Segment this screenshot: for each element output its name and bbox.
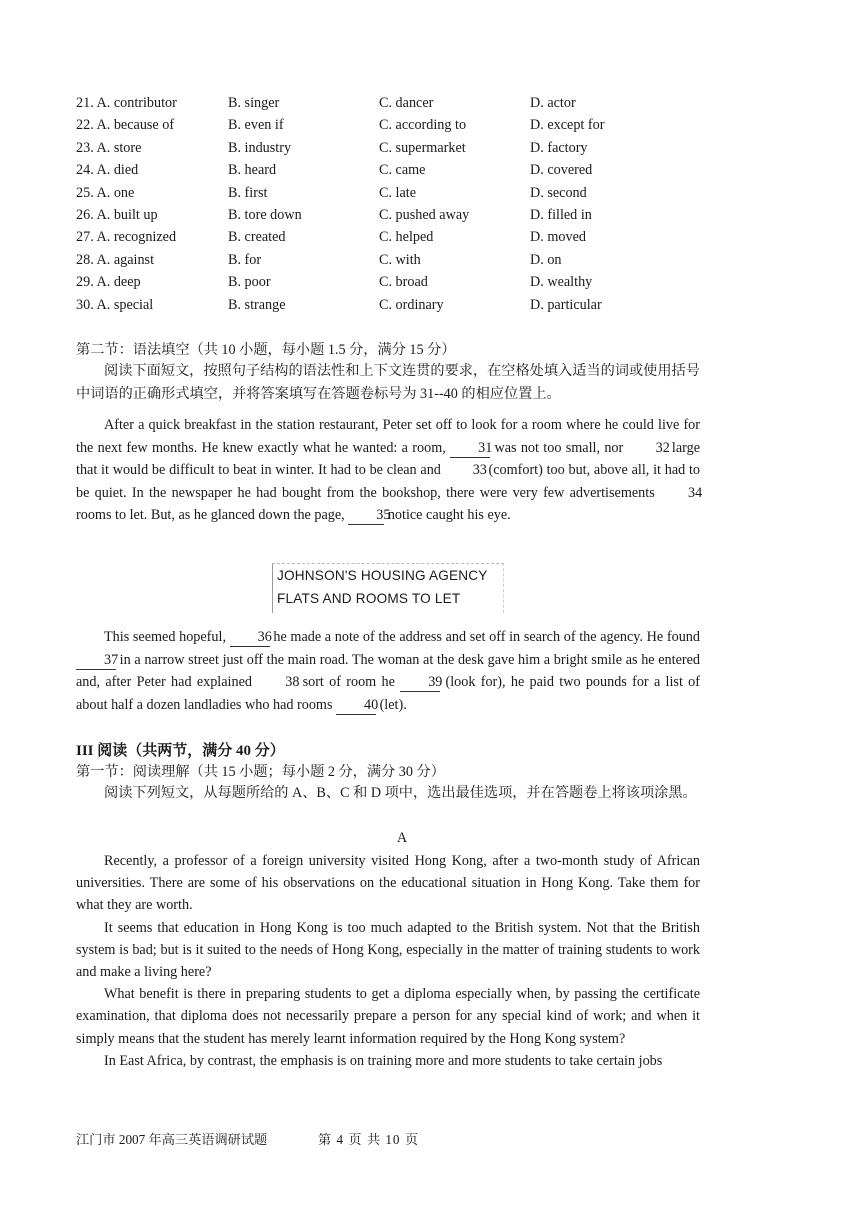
option-row — [76, 271, 716, 293]
option-c: C. late — [379, 184, 417, 201]
option-c: C. with — [379, 251, 421, 268]
option-row — [76, 182, 716, 204]
section2-heading: 第二节：语法填空（共 10 小题，每小题 1.5 分，满分 15 分） — [76, 342, 456, 358]
reading-paragraph: It seems that education in Hong Kong is too much adapted to the British system. Not that the British system is bad; but is it suited to the needs of Hong Kong, especially in the matter of training students to work and make a living here? — [76, 919, 700, 981]
blank-33: 33 — [472, 462, 487, 478]
option-d: D. covered — [530, 162, 593, 179]
option-a: 30. A. special — [76, 296, 154, 313]
option-c: C. pushed away — [379, 206, 470, 223]
blank-37: 37 — [76, 652, 116, 670]
passage-text: he made a note of the address and set off in search of the agency. He found — [273, 629, 700, 645]
option-b: B. strange — [228, 296, 286, 313]
option-d: D. on — [530, 251, 562, 268]
sign-line-2: FLATS AND ROOMS TO LET — [277, 591, 461, 606]
option-b: B. created — [228, 229, 286, 246]
reading-paragraph: What benefit is there in preparing students to get a diploma especially when, by passing the certificate examination, that diploma does not necessarily prepare a person for any special kind of work; and when it simply means that the student has merely learnt information required by the Hong Kong system? — [76, 986, 700, 1047]
footer-page-number: 第 4 页 共 10 页 — [318, 1132, 420, 1147]
option-b: B. for — [228, 251, 262, 268]
agency-sign — [272, 563, 504, 613]
passage-text: This seemed hopeful, — [104, 629, 226, 645]
option-b: B. tore down — [228, 206, 302, 223]
passage-text: (let). — [379, 696, 407, 713]
option-b: B. poor — [228, 274, 271, 291]
option-row — [76, 114, 716, 136]
option-c: C. dancer — [379, 95, 434, 111]
option-d: D. wealthy — [530, 274, 593, 291]
passage-text: was not too small, nor — [494, 439, 624, 456]
option-a: 24. A. died — [76, 162, 139, 179]
option-b: B. heard — [228, 162, 277, 179]
option-d: D. particular — [530, 296, 602, 313]
option-row — [76, 249, 716, 271]
section2-instruction: 阅读下面短文，按照句子结构的语法性和上下文连贯的要求，在空格处填入适当的词或使用括号中词语的正确形式填空，并将答案填写在答题卷标号为 31--40 的相应位置上。 — [76, 363, 700, 402]
option-c: C. supermarket — [379, 139, 466, 156]
option-c: C. according to — [379, 117, 467, 134]
option-b: B. industry — [228, 139, 292, 156]
option-d: D. except for — [530, 117, 605, 134]
passage-text: sort of room he — [302, 674, 395, 690]
blank-31: 31 — [450, 440, 490, 458]
blank-39: 39 — [400, 674, 440, 692]
passage-text: notice caught his eye. — [387, 507, 511, 523]
passage-text: After a quick breakfast in the station restaurant, Peter set off to look for a room where he could live for the next few months. He knew exactly what he wanted: a room, — [76, 417, 700, 456]
footer-exam-title: 江门市 2007 年高三英语调研试题 — [76, 1132, 268, 1147]
option-b: B. first — [228, 184, 268, 201]
cloze-passage-2 — [76, 626, 700, 716]
option-row — [76, 226, 716, 248]
option-c: C. ordinary — [379, 296, 444, 313]
option-a: 26. A. built up — [76, 206, 158, 223]
option-d: D. moved — [530, 229, 586, 246]
option-row — [76, 159, 716, 181]
option-row — [76, 137, 716, 159]
passage-text: in a narrow street just off the main road. The woman at the desk gave him a bright smile as he entered and, after Peter had explained — [76, 651, 700, 690]
passage-text: (look for), he paid two pounds for a list of about half a dozen landladies who had rooms — [76, 674, 700, 713]
option-d: D. second — [530, 184, 587, 201]
blank-36: 36 — [230, 629, 270, 647]
option-a: 27. A. recognized — [76, 229, 177, 246]
reading-passage-a — [76, 850, 700, 1072]
reading-paragraph: Recently, a professor of a foreign university visited Hong Kong, after a two-month study of African universities. There are some of his observations on the educational situation in Hong Kong. Take them for what they are worth. — [76, 853, 700, 914]
passage-text: large that it would be difficult to beat in winter. It had to be clean and — [76, 439, 701, 478]
option-a: 29. A. deep — [76, 274, 141, 291]
option-d: D. actor — [530, 95, 576, 111]
option-b: B. singer — [228, 95, 280, 111]
option-a: 23. A. store — [76, 139, 142, 156]
options-table — [76, 92, 716, 316]
section3-subheading: 第一节：阅读理解（共 15 小题；每小题 2 分，满分 30 分） — [76, 764, 445, 780]
option-c: C. broad — [379, 274, 428, 291]
option-c: C. came — [379, 162, 426, 179]
option-a: 22. A. because of — [76, 117, 175, 134]
blank-35: 35 — [348, 507, 384, 525]
blank-40: 40 — [336, 697, 376, 715]
option-row — [76, 294, 716, 316]
option-a: 25. A. one — [76, 184, 135, 201]
section3-heading: III 阅读（共两节，满分 40 分） — [76, 743, 285, 759]
section3-instruction: 阅读下列短文，从每题所给的 A、B、C 和 D 项中，选出最佳选项，并在答题卷上将该项涂黑。 — [104, 785, 697, 801]
cloze-passage-1 — [76, 414, 703, 527]
blank-32: 32 — [655, 439, 670, 456]
passage-text: rooms to let. But, as he glanced down the page, — [76, 507, 345, 523]
passage-text: (comfort) too but, above all, it had to be quiet. In the newspaper he had bought from the bookshop, there were very few advertisements — [76, 462, 701, 501]
passage-letter: A — [396, 830, 408, 846]
blank-38: 38 — [285, 674, 300, 690]
option-b: B. even if — [228, 117, 284, 134]
reading-paragraph: In East Africa, by contrast, the emphasis is on training more and more students to take certain jobs — [104, 1052, 663, 1069]
option-d: D. filled in — [530, 206, 592, 223]
option-a: 28. A. against — [76, 251, 155, 268]
option-d: D. factory — [530, 139, 588, 156]
sign-line-1: JOHNSON'S HOUSING AGENCY — [277, 568, 488, 583]
option-c: C. helped — [379, 229, 434, 246]
option-row — [76, 92, 716, 114]
option-row — [76, 204, 716, 226]
blank-34: 34 — [688, 484, 703, 501]
option-a: 21. A. contributor — [76, 95, 177, 111]
